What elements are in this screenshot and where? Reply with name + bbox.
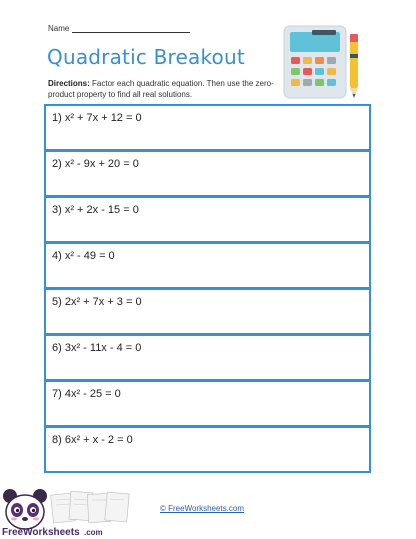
problem-box-6[interactable] <box>44 334 371 381</box>
panda-mascot-icon <box>3 489 47 529</box>
problem-box-7[interactable] <box>44 380 371 427</box>
problem-text: 1) x² + 7x + 12 = 0 <box>52 112 142 124</box>
worksheet-thumbnails <box>51 491 130 523</box>
calculator-icon <box>282 24 364 102</box>
problem-box-2[interactable] <box>44 150 371 197</box>
problem-text: 2) x² - 9x + 20 = 0 <box>52 158 139 170</box>
footer-logo <box>0 488 150 539</box>
name-label: Name <box>48 24 70 33</box>
directions-label: Directions: <box>48 79 90 88</box>
problem-text: 3) x² + 2x - 15 = 0 <box>52 204 139 216</box>
logo-suffix: .com <box>84 528 103 537</box>
pen-icon <box>350 34 358 98</box>
problem-box-4[interactable] <box>44 242 371 289</box>
problem-text: 8) 6x² + x - 2 = 0 <box>52 434 133 446</box>
directions-text: Factor each quadratic equation. Then use the zero-product property to find all real solutions. <box>48 79 274 99</box>
problem-text: 4) x² - 49 = 0 <box>52 250 115 262</box>
name-row <box>48 24 190 33</box>
problem-box-8[interactable] <box>44 426 371 473</box>
problem-text: 5) 2x² + 7x + 3 = 0 <box>52 296 142 308</box>
logo-text: FreeWorksheets <box>2 527 80 538</box>
name-line[interactable] <box>72 25 190 33</box>
problem-box-3[interactable] <box>44 196 371 243</box>
page-title: Quadratic Breakout <box>47 45 245 69</box>
directions <box>48 78 283 100</box>
problem-text: 6) 3x² - 11x - 4 = 0 <box>52 342 142 354</box>
footer-link[interactable]: © FreeWorksheets.com <box>160 504 244 513</box>
problem-text: 7) 4x² - 25 = 0 <box>52 388 121 400</box>
problem-box-1[interactable] <box>44 104 371 151</box>
problem-box-5[interactable] <box>44 288 371 335</box>
problem-list <box>44 104 371 474</box>
